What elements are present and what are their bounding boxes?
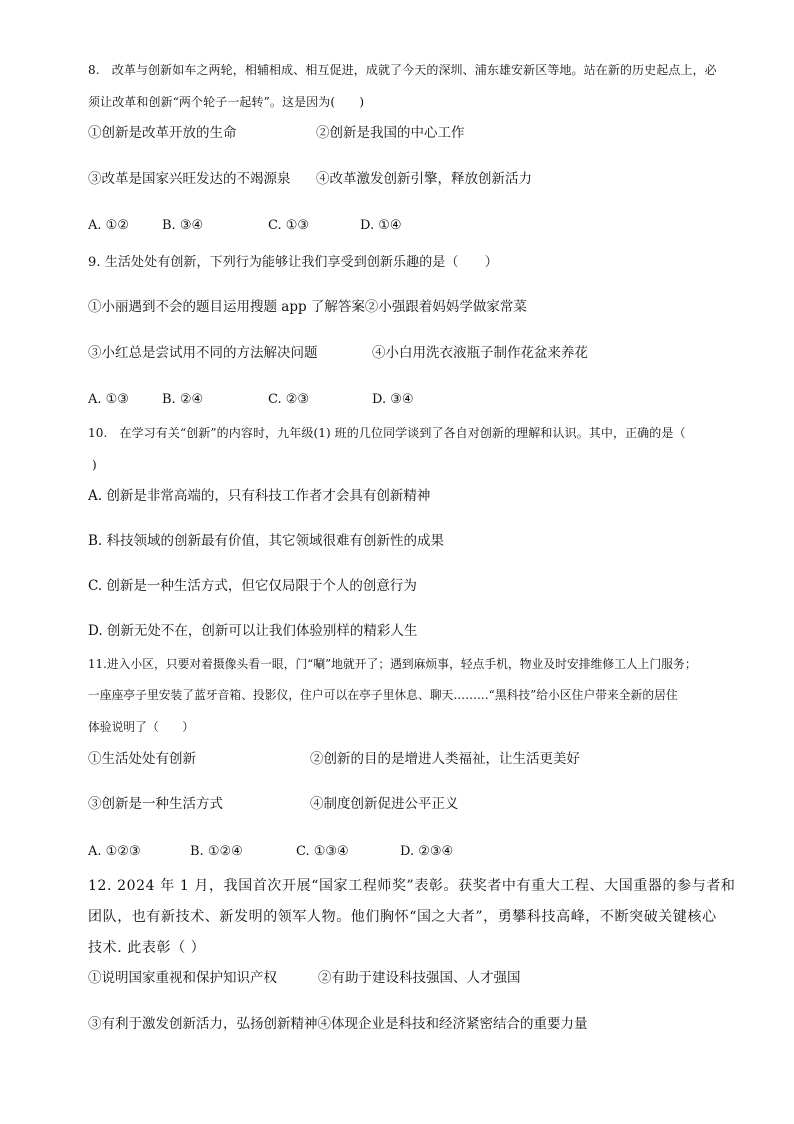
question-11-stem-line-3: 体验说明了（ ） bbox=[88, 720, 195, 734]
question-10-choice-a: A. 创新是非常高端的，只有科技工作者才会具有创新精神 bbox=[88, 488, 431, 504]
question-11-option-3: ③创新是一种生活方式 bbox=[88, 796, 223, 812]
question-10-stem-line-1: 10. 在学习有关“创新”的内容时，九年级(1) 班的几位同学谈到了各自对创新的理解和认识。其中，正确的是（ bbox=[88, 426, 686, 440]
question-9-option-4: ④小白用洗衣液瓶子制作花盆来养花 bbox=[372, 345, 588, 361]
question-11-stem-line-2: 一座座亭子里安装了蓝牙音箱、投影仪，住户可以在亭子里休息、聊天………“黑科技”给小区住户带来全新的居住 bbox=[88, 688, 678, 702]
question-8-choice-d: D. ①④ bbox=[360, 218, 402, 233]
question-11-option-4: ④制度创新促进公平正义 bbox=[310, 796, 459, 812]
question-9-option-3: ③小红总是尝试用不同的方法解决问题 bbox=[88, 345, 318, 361]
question-10-choice-d: D. 创新无处不在，创新可以让我们体验别样的精彩人生 bbox=[88, 623, 418, 639]
question-12-option-2: ②有助于建设科技强国、人才强国 bbox=[318, 970, 521, 986]
question-12-option-3-4: ③有利于激发创新活力，弘扬创新精神④体现企业是科技和经济紧密结合的重要力量 bbox=[88, 1016, 588, 1032]
question-9-choice-a: A. ①③ bbox=[88, 392, 129, 407]
question-9-choice-c: C. ②③ bbox=[268, 392, 310, 407]
question-8-option-3: ③改革是国家兴旺发达的不竭源泉 bbox=[88, 171, 291, 187]
question-12-stem-line-2: 团队，也有新技术、新发明的领军人物。他们胸怀“国之大者”，勇攀科技高峰，不断突破关键核心 bbox=[88, 909, 717, 925]
question-8-choice-a: A. ①② bbox=[88, 218, 129, 233]
question-8-choice-b: B. ③④ bbox=[162, 218, 204, 233]
question-11-choice-a: A. ①②③ bbox=[88, 844, 141, 859]
question-11-stem-line-1: 11.进入小区，只要对着摄像头看一眼，门“唰”地就开了；遇到麻烦事，轻点手机，物业及时安排维修工人上门服务； bbox=[88, 657, 697, 671]
question-10-choice-b: B. 科技领域的创新最有价值，其它领域很难有创新性的成果 bbox=[88, 533, 445, 549]
question-12-option-1: ①说明国家重视和保护知识产权 bbox=[88, 970, 277, 986]
question-11-choice-d: D. ②③④ bbox=[400, 844, 454, 859]
question-11-option-1: ①生活处处有创新 bbox=[88, 751, 196, 767]
question-8-option-1: ①创新是改革开放的生命 bbox=[88, 125, 237, 141]
question-8-stem-line-2: 须让改革和创新“两个轮子一起转”。这是因为( ) bbox=[88, 95, 365, 109]
question-9-option-1-2: ①小丽遇到不会的题目运用搜题 app 了解答案②小强跟着妈妈学做家常菜 bbox=[88, 299, 527, 315]
question-12-stem-line-3: 技术. 此表彰（ ） bbox=[88, 940, 206, 956]
question-8-choice-c: C. ①③ bbox=[268, 218, 310, 233]
question-11-option-2: ②创新的目的是增进人类福祉，让生活更美好 bbox=[310, 751, 580, 767]
question-11-choice-b: B. ①②④ bbox=[190, 844, 243, 859]
question-10-choice-c: C. 创新是一种生活方式，但它仅局限于个人的创意行为 bbox=[88, 578, 417, 594]
question-11-choice-c: C. ①③④ bbox=[296, 844, 349, 859]
question-9-choice-b: B. ②④ bbox=[162, 392, 204, 407]
question-8-stem-line-1: 8. 改革与创新如车之两轮，相辅相成、相互促进，成就了今天的深圳、浦东雄安新区等地。站在新的历史起点上，必 bbox=[88, 63, 717, 77]
question-9-stem: 9. 生活处处有创新，下列行为能够让我们享受到创新乐趣的是（ ） bbox=[88, 255, 498, 270]
question-8-option-2: ②创新是我国的中心工作 bbox=[316, 125, 465, 141]
question-12-stem-line-1: 12. 2024 年 1 月，我国首次开展“国家工程师奖”表彰。获奖者中有重大工程、大国重器的参与者和 bbox=[88, 878, 736, 894]
question-8-option-4: ④改革激发创新引擎，释放创新活力 bbox=[316, 171, 532, 187]
question-10-stem-line-2: ) bbox=[92, 458, 97, 472]
question-9-choice-d: D. ③④ bbox=[372, 392, 414, 407]
